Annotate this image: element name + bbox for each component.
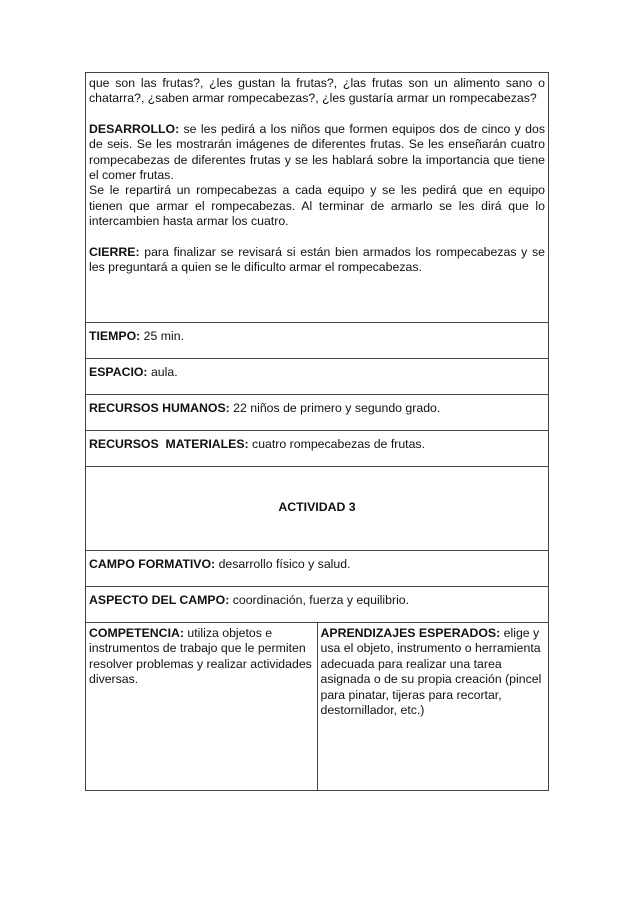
espacio-label: ESPACIO: <box>89 365 148 379</box>
recursos-humanos-value: 22 niños de primero y segundo grado. <box>229 401 441 415</box>
tiempo-value: 25 min. <box>140 329 184 343</box>
competencia-label: COMPETENCIA: <box>89 626 184 640</box>
recursos-materiales-label: RECURSOS MATERIALES: <box>89 437 249 451</box>
aspecto-campo-row <box>86 587 549 623</box>
competencia-value: utiliza objetos e instrumentos de trabajo que le permiten resolver problemas y realizar actividades diversas. <box>89 626 312 687</box>
espacio-cell <box>86 359 549 395</box>
tiempo-row <box>86 323 549 359</box>
campo-formativo-row <box>86 551 549 587</box>
actividad-row <box>86 467 549 551</box>
tiempo-label: TIEMPO: <box>89 329 141 343</box>
aspecto-campo-label: ASPECTO DEL CAMPO: <box>89 593 230 607</box>
campo-formativo-cell <box>86 551 549 587</box>
recursos-materiales-cell <box>86 431 549 467</box>
aspecto-campo-cell <box>86 587 549 623</box>
desarrollo-paragraph <box>89 122 545 184</box>
actividad-title: ACTIVIDAD 3 <box>278 500 356 515</box>
desarrollo-text-2: Se le repartirá un rompecabezas a cada equipo y se les pedirá que en equipo tienen que armar el rompecabezas. Al terminar de armarlo se les dirá que lo intercambien hasta armar los cuatro. <box>89 183 545 229</box>
aprendizajes-label: APRENDIZAJES ESPERADOS: <box>320 626 501 640</box>
desarrollo-text-1: se les pedirá a los niños que formen equipos dos de cinco y dos de seis. Se les mostrarán imágenes de diferentes frutas. Se les enseñarán cuatro rompecabezas de diferentes frutas y se les hablará sobre la importancia que tiene el comer frutas. <box>89 121 545 183</box>
cierre-text: para finalizar se revisará si están bien armados los rompecabezas y se les preguntará a quien se le dificulto armar el rompecabezas. <box>89 244 545 275</box>
aprendizajes-value: elige y usa el objeto, instrumento o herramienta adecuada para realizar una tarea asignada o de su propia creación (pincel para pinatar, tijeras para recortar, destornillador, etc.) <box>320 626 542 718</box>
campo-formativo-label: CAMPO FORMATIVO: <box>89 557 216 571</box>
aprendizajes-cell <box>317 623 549 791</box>
competencia-aprendizajes-row <box>86 623 549 791</box>
recursos-humanos-label: RECURSOS HUMANOS: <box>89 401 230 415</box>
aspecto-campo-value: coordinación, fuerza y equilibrio. <box>229 593 410 607</box>
planning-table <box>85 72 549 791</box>
recursos-humanos-cell <box>86 395 549 431</box>
narrative-row <box>86 73 549 323</box>
recursos-materiales-value: cuatro rompecabezas de frutas. <box>248 437 425 451</box>
recursos-materiales-row <box>86 431 549 467</box>
campo-formativo-value: desarrollo físico y salud. <box>215 557 351 571</box>
tiempo-cell <box>86 323 549 359</box>
desarrollo-label: DESARROLLO: <box>89 121 180 136</box>
cierre-paragraph <box>89 245 545 276</box>
narrative-cell <box>86 73 549 323</box>
actividad-cell <box>86 467 549 551</box>
espacio-row <box>86 359 549 395</box>
espacio-value: aula. <box>147 365 178 379</box>
recursos-humanos-row <box>86 395 549 431</box>
cierre-label: CIERRE: <box>89 244 140 259</box>
competencia-cell <box>86 623 318 791</box>
intro-questions: que son las frutas?, ¿les gustan la frutas?, ¿las frutas son un alimento sano o chatarra?, ¿saben armar rompecabezas?, ¿les gustaría armar un rompecabezas? <box>89 76 545 106</box>
